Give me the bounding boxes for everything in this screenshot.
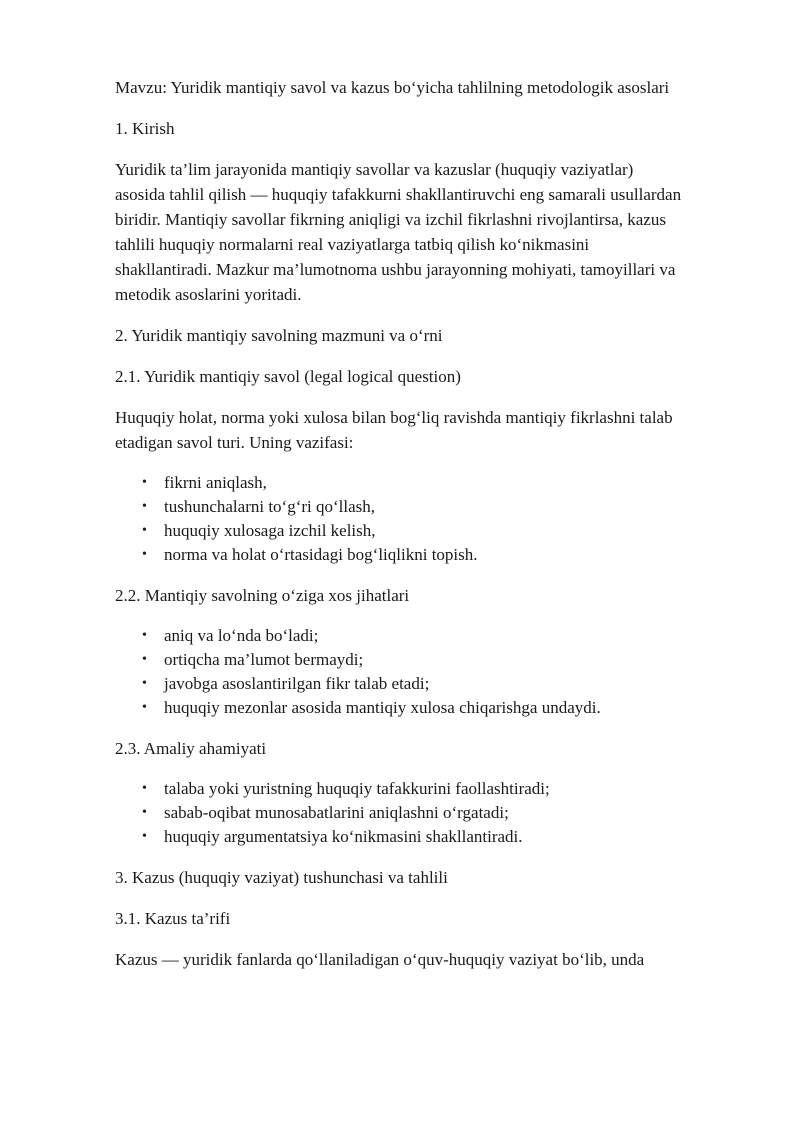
bullet-icon: • <box>142 676 147 691</box>
list-item-text: javobga asoslantirilgan fikr talab etadi; <box>164 674 430 693</box>
bullet-icon: • <box>142 805 147 820</box>
paragraph-intro <box>115 157 755 307</box>
paragraph-line: Kazus — yuridik fanlarda qo‘llaniladigan o‘quv-huquqiy vaziyat bo‘lib, unda <box>115 950 645 969</box>
bullet-icon: • <box>142 781 147 796</box>
bullet-icon: • <box>142 475 147 490</box>
list-item <box>142 672 755 696</box>
bullet-icon: • <box>142 628 147 643</box>
list-item-text: huquqiy argumentatsiya ko‘nikmasini shakllantiradi. <box>164 827 523 846</box>
bullet-icon: • <box>142 499 147 514</box>
bullet-icon: • <box>142 700 147 715</box>
list-item-text: ortiqcha ma’lumot bermaydi; <box>164 650 364 669</box>
list-item <box>142 495 755 519</box>
section-heading-2-2: 2.2. Mantiqiy savolning o‘ziga xos jihatlari <box>115 586 410 605</box>
list-item <box>142 471 755 495</box>
list-item-text: huquqiy mezonlar asosida mantiqiy xulosa chiqarishga undaydi. <box>164 698 601 717</box>
section-heading-2: 2. Yuridik mantiqiy savolning mazmuni va o‘rni <box>115 326 443 345</box>
bullet-icon: • <box>142 547 147 562</box>
paragraph-kazus-definition <box>115 947 755 972</box>
list-item-text: talaba yoki yuristning huquqiy tafakkurini faollashtiradi; <box>164 779 550 798</box>
paragraph-line: Yuridik ta’lim jarayonida mantiqiy savollar va kazuslar (huquqiy vaziyatlar) <box>115 160 634 179</box>
list-item <box>142 801 755 825</box>
paragraph-line: biridir. Mantiqiy savollar fikrning aniqligi va izchil fikrlashni rivojlantirsa, kazus <box>115 210 666 229</box>
list-item-text: fikrni aniqlash, <box>164 473 267 492</box>
bullet-icon: • <box>142 652 147 667</box>
bullet-icon: • <box>142 829 147 844</box>
document-title: Mavzu: Yuridik mantiqiy savol va kazus bo‘yicha tahlilning metodologik asoslari <box>115 78 670 97</box>
paragraph-line: metodik asoslarini yoritadi. <box>115 285 302 304</box>
list-item <box>142 825 755 849</box>
section-heading-3: 3. Kazus (huquqiy vaziyat) tushunchasi va tahlili <box>115 868 448 887</box>
paragraph-line: asosida tahlil qilish — huquqiy tafakkurni shakllantiruvchi eng samarali usullardan <box>115 185 682 204</box>
bullet-list-features <box>115 624 755 720</box>
paragraph-line: Huquqiy holat, norma yoki xulosa bilan bog‘liq ravishda mantiqiy fikrlashni talab <box>115 408 673 427</box>
paragraph-line: etadigan savol turi. Uning vazifasi: <box>115 433 354 452</box>
list-item-text: aniq va lo‘nda bo‘ladi; <box>164 626 319 645</box>
list-item-text: sabab-oqibat munosabatlarini aniqlashni o‘rgatadi; <box>164 803 509 822</box>
list-item <box>142 519 755 543</box>
list-item <box>142 624 755 648</box>
section-heading-2-1: 2.1. Yuridik mantiqiy savol (legal logical question) <box>115 367 461 386</box>
paragraph-line: tahlili huquqiy normalarni real vaziyatlarga tatbiq qilish ko‘nikmasini <box>115 235 590 254</box>
list-item <box>142 543 755 567</box>
bullet-list-functions <box>115 471 755 567</box>
paragraph-definition <box>115 405 755 455</box>
bullet-icon: • <box>142 523 147 538</box>
list-item-text: norma va holat o‘rtasidagi bog‘liqlikni topish. <box>164 545 478 564</box>
list-item-text: huquqiy xulosaga izchil kelish, <box>164 521 376 540</box>
paragraph-line: shakllantiradi. Mazkur ma’lumotnoma ushbu jarayonning mohiyati, tamoyillari va <box>115 260 676 279</box>
bullet-list-importance <box>115 777 755 849</box>
section-heading-3-1: 3.1. Kazus ta’rifi <box>115 909 231 928</box>
section-heading-2-3: 2.3. Amaliy ahamiyati <box>115 739 267 758</box>
list-item <box>142 777 755 801</box>
list-item <box>142 648 755 672</box>
section-heading-1: 1. Kirish <box>115 119 175 138</box>
document-page <box>115 75 755 988</box>
list-item <box>142 696 755 720</box>
list-item-text: tushunchalarni to‘g‘ri qo‘llash, <box>164 497 376 516</box>
